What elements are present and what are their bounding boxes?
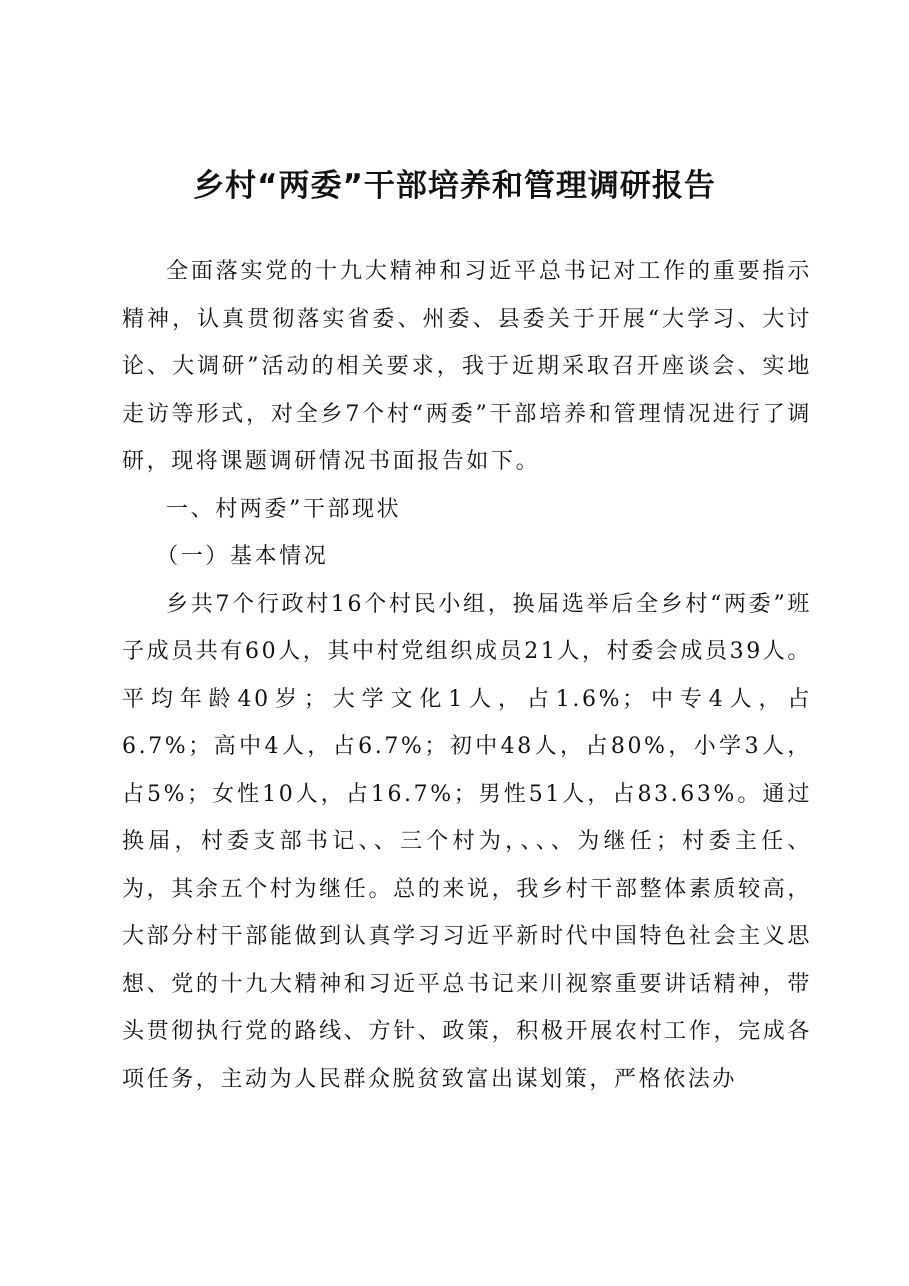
document-title: 乡村“两委”干部培养和管理调研报告 xyxy=(193,168,716,204)
subsection-paragraph: 乡共7个行政村16个村民小组，换届选举后全乡村“两委”班子成员共有60人，其中村党组织成员21人，村委会成员39人。平均年龄40岁；大学文化1人，占1.6%；中专4人，占6.7%；高中4人，占6.7%；初中48人，占80%，小学3人，占5%；女性10人，占16.7%；男性51人，占83.63%。通过换届，村委支部书记、、三个村为，、、、为继任；村委主任、为，其余五个村为继任。总的来说，我乡村干部整体素质较高，大部分村干部能做到认真学习习近平新时代中国特色社会主义思想、党的十九大精神和习近平总书记来川视察重要讲话精神，带头贯彻执行党的路线、方针、政策，积极开展农村工作，完成各项任务，主动为人民群众脱贫致富出谋划策，严格依法办 xyxy=(122,591,812,1092)
subsection-heading: （一）基本情况 xyxy=(156,544,329,569)
document-body xyxy=(122,248,812,1103)
section-heading: 一、村两委”干部现状 xyxy=(166,496,402,522)
intro-paragraph: 全面落实党的十九大精神和习近平总书记对工作的重要指示精神，认真贯彻落实省委、州委、县委关于开展“大学习、大讨论、大调研”活动的相关要求，我于近期采取召开座谈会、实地走访等形式，对全乡7个村“两委”干部培养和管理情况进行了调研，现将课题调研情况书面报告如下。 xyxy=(122,259,812,474)
